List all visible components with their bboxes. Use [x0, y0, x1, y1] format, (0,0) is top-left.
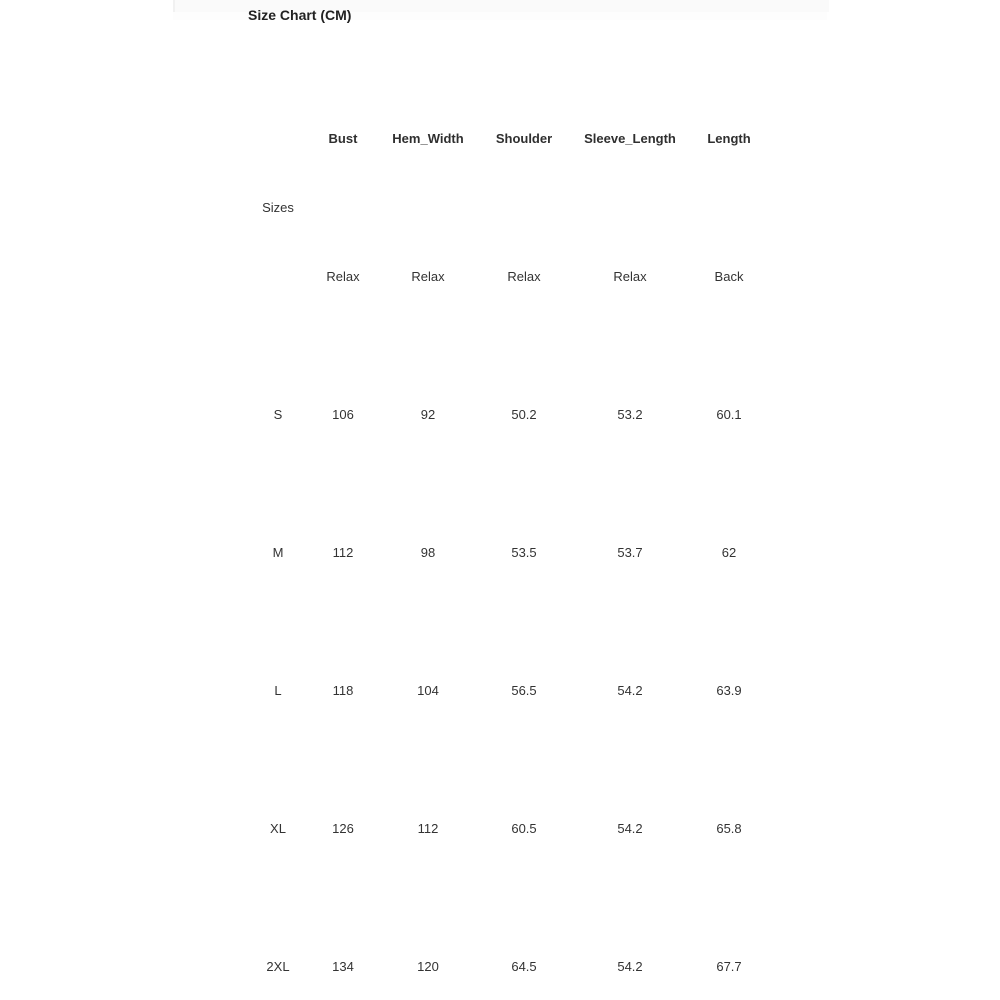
- cell: 67.7: [716, 959, 742, 974]
- table-row: [0, 407, 1000, 423]
- fit-cell-bust: Relax: [326, 269, 360, 284]
- sizes-axis-label: Sizes: [262, 200, 294, 215]
- cell: 54.2: [617, 959, 643, 974]
- cell: 54.2: [617, 683, 643, 698]
- cell: 120: [417, 959, 439, 974]
- cell: 53.7: [617, 545, 643, 560]
- row-label-l: L: [274, 683, 282, 698]
- cell: 56.5: [511, 683, 537, 698]
- col-header-hem-width: Hem_Width: [392, 131, 464, 146]
- cell: 112: [417, 821, 439, 836]
- row-label-2xl: 2XL: [266, 959, 290, 974]
- cell: 60.5: [511, 821, 537, 836]
- cell: 63.9: [716, 683, 742, 698]
- row-label-s: S: [273, 407, 283, 422]
- table-fit-row: [0, 269, 1000, 285]
- table-axis-row: [0, 200, 1000, 216]
- cell: 92: [420, 407, 436, 422]
- cell: 50.2: [511, 407, 537, 422]
- cell: 106: [332, 407, 354, 422]
- fit-cell-length: Back: [714, 269, 744, 284]
- row-label-m: M: [272, 545, 284, 560]
- cell: 98: [420, 545, 436, 560]
- cell: 53.5: [511, 545, 537, 560]
- page-title: Size Chart (CM): [248, 7, 352, 23]
- table-row: [0, 545, 1000, 561]
- cell: 104: [417, 683, 439, 698]
- col-header-length: Length: [707, 131, 751, 146]
- col-header-sleeve-length: Sleeve_Length: [584, 131, 676, 146]
- cell: 112: [332, 545, 354, 560]
- cell: 126: [332, 821, 354, 836]
- table-header-row: [0, 131, 1000, 147]
- cell: 64.5: [511, 959, 537, 974]
- cell: 134: [332, 959, 354, 974]
- fit-cell-shoulder: Relax: [507, 269, 541, 284]
- cell: 53.2: [617, 407, 643, 422]
- fit-cell-hem-width: Relax: [411, 269, 445, 284]
- table-row: [0, 821, 1000, 837]
- cell: 118: [332, 683, 354, 698]
- col-header-bust: Bust: [328, 131, 358, 146]
- table-row: [0, 683, 1000, 699]
- cell: 65.8: [716, 821, 742, 836]
- table-row: [0, 959, 1000, 975]
- cell: 62: [721, 545, 737, 560]
- col-header-shoulder: Shoulder: [495, 131, 553, 146]
- cell: 54.2: [617, 821, 643, 836]
- row-label-xl: XL: [270, 821, 286, 836]
- cell: 60.1: [716, 407, 742, 422]
- fit-cell-sleeve-length: Relax: [613, 269, 647, 284]
